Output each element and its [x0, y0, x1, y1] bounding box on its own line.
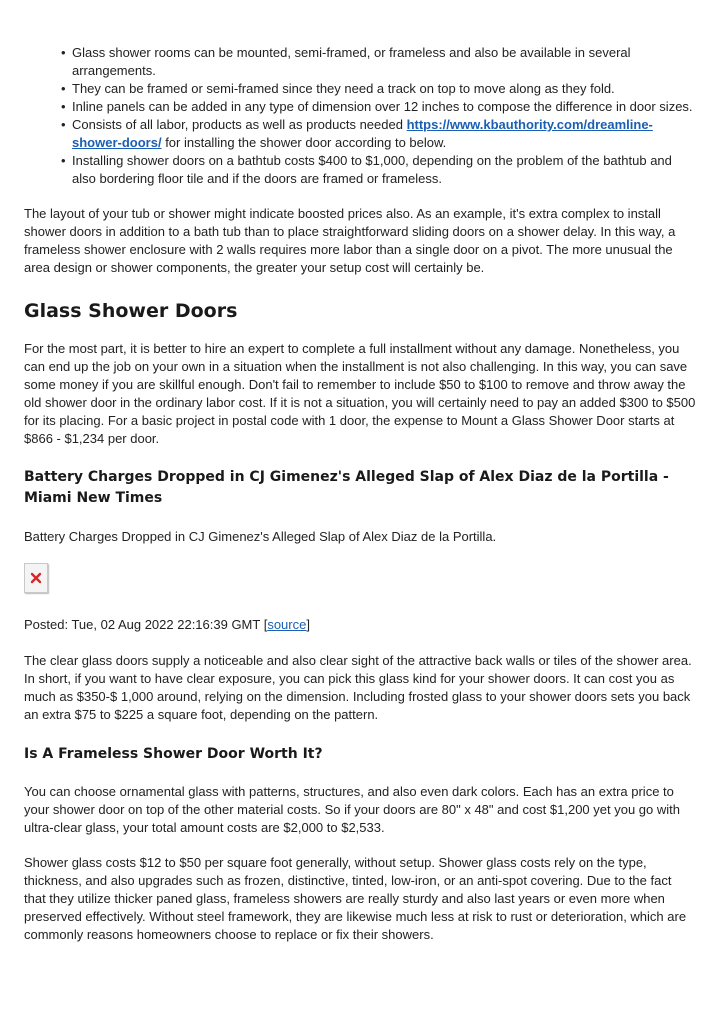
list-item: • Consists of all labor, products as well as products needed https://www.kbauthority.com/dreamline-shower-doors/ for installing the shower door according to below. [72, 116, 696, 152]
kbauthority-link[interactable]: https://www.kbauthority.com/dreamline-shower-doors/ [72, 117, 653, 150]
glass-shower-doors-heading: Glass Shower Doors [24, 300, 238, 322]
ornamental-paragraph: You can choose ornamental glass with patterns, structures, and also even dark colors. Each has an extra price to your shower door on top of the other material costs. So if your doors are 80" x 48" and cost $1,200 yet you go with ultra-clear glass, your total amount costs are $2,000 to $2,533. [24, 784, 680, 835]
posted-line: Posted: Tue, 02 Aug 2022 22:16:39 GMT [source] [24, 617, 310, 632]
clear-glass-paragraph: The clear glass doors supply a noticeable and also clear sight of the attractive back walls or tiles of the shower area. In short, if you want to have clear exposure, you can pick this glass kind for your shower doors. It can cost you as much as $350-$ 1,000 around, relying on the dimension. Including frosted glass to your shower doors sets you back an extra $75 to $225 a square foot, depending on the pattern. [24, 653, 692, 722]
list-item: • They can be framed or semi-framed since they need a track on top to move along as they fold. [72, 80, 696, 98]
news-paragraph: Battery Charges Dropped in CJ Gimenez's Alleged Slap of Alex Diaz de la Portilla. [24, 529, 497, 544]
layout-paragraph: The layout of your tub or shower might indicate boosted prices also. As an example, it's extra complex to install shower doors in addition to a bath tub than to place straightforward sliding doors on a shower delay. In this way, a frameless shower enclosure with 2 walls requires more labor than a single door on a pivot. The more unusual the area design or shower components, the greater your setup cost will certainly be. [24, 206, 676, 275]
glass-costs-paragraph: Shower glass costs $12 to $50 per square foot generally, without setup. Shower glass costs rely on the type, thickness, and also upgrades such as frozen, distinctive, tinted, low-iron, or an anti-spot covering. Due to the fact that they utilize thicker paned glass, frameless showers are really sturdy and also last years or even more when preserved effectively. Without steel framework, they are likewise much less at risk to rust or deterioration, which are commonly reasons homeowners choose to replace or fix their showers. [24, 855, 687, 942]
list-item: • Inline panels can be added in any type of dimension over 12 inches to compose the difference in door sizes. [72, 98, 696, 116]
expert-paragraph: For the most part, it is better to hire an expert to complete a full installment without any damage. Nonetheless, you can end up the job on your own in a situation when the installment is not also challenging. In this way, you can save some money if you are skillful enough. Don't fail to remember to include $50 to $100 to remove and throw away the old shower door in the ordinary labor cost. If it is not a situation, you will certainly need to pay an added $300 to $500 for its placing. For a basic project in postal code with 1 door, the expense to Mount a Glass Shower Door starts at $866 - $1,234 per door. [24, 341, 696, 446]
feature-list [24, 44, 696, 188]
broken-image-icon [24, 563, 48, 593]
news-heading: Battery Charges Dropped in CJ Gimenez's Alleged Slap of Alex Diaz de la Portilla - Miami New Times [24, 469, 669, 506]
article-content [24, 44, 696, 944]
list-item: • Glass shower rooms can be mounted, semi-framed, or frameless and also be available in several arrangements. [72, 44, 696, 80]
source-link[interactable]: source [267, 617, 307, 632]
frameless-heading: Is A Frameless Shower Door Worth It? [24, 746, 323, 762]
close-x-icon [29, 571, 43, 585]
list-item: • Installing shower doors on a bathtub costs $400 to $1,000, depending on the problem of the bathtub and also bordering floor tile and if the doors are framed or frameless. [72, 152, 696, 188]
